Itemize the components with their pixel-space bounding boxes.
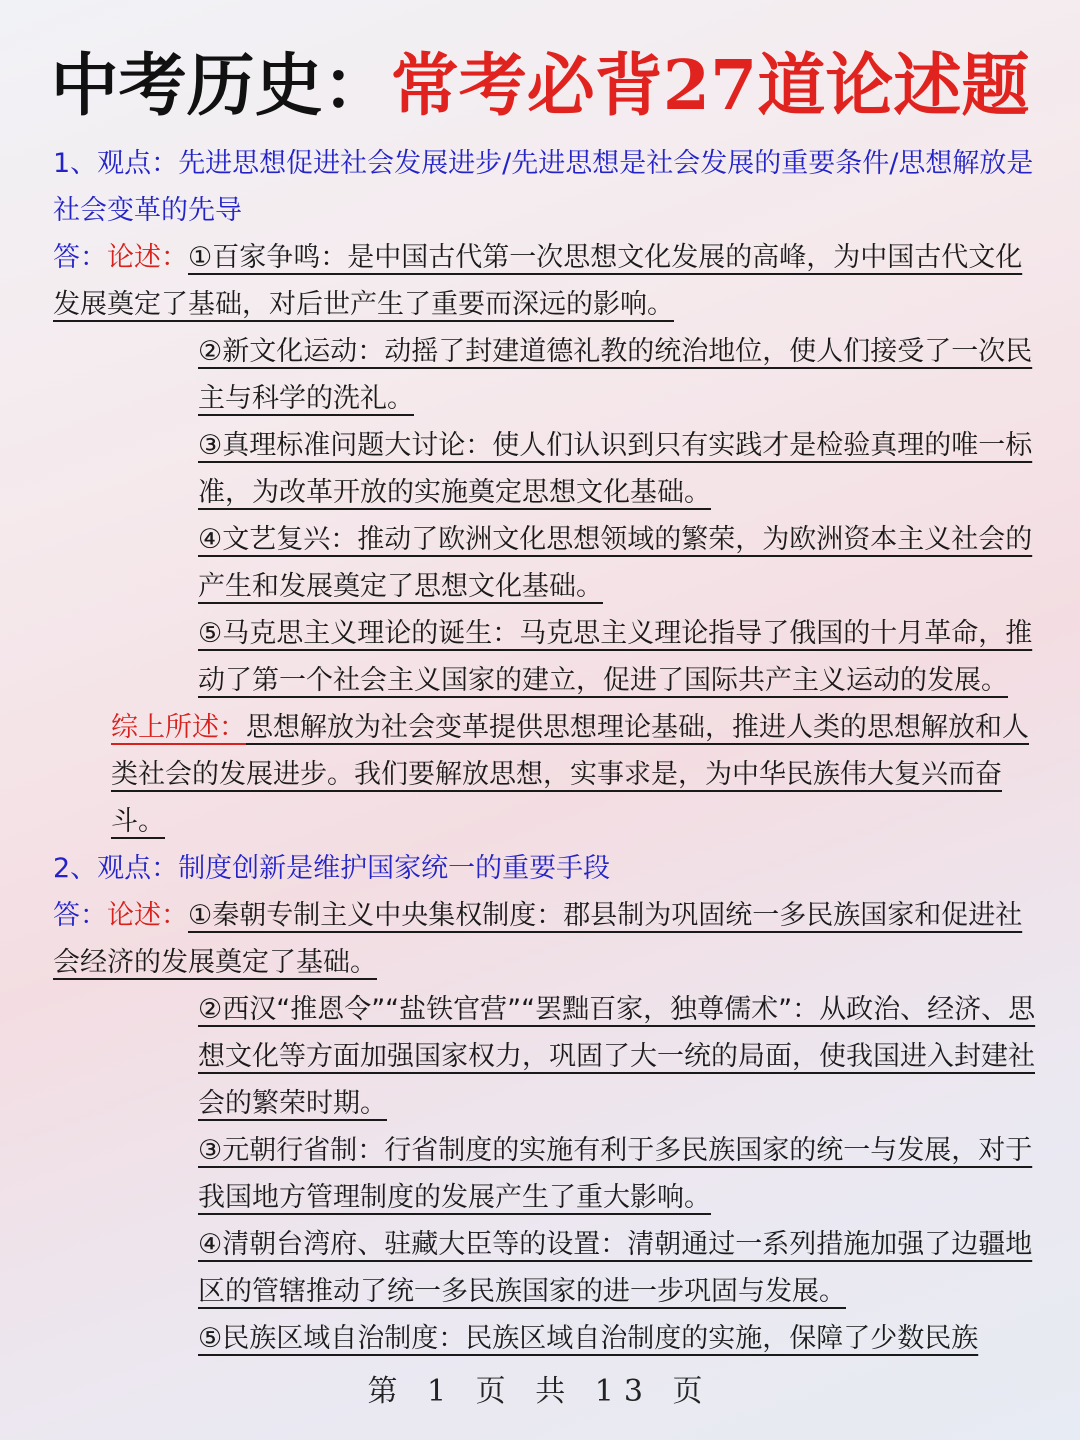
q1-summary-label: 综上所述：	[111, 712, 246, 743]
page-title	[0, 38, 1080, 134]
q2-viewpoint	[53, 845, 1045, 892]
q1-item-5	[53, 610, 1045, 704]
q1-answer-label: 答：	[53, 242, 107, 273]
q2-item-text: ④清朝台湾府、驻藏大臣等的设置：清朝通过一系列措施加强了边疆地区的管辖推动了统一多民族国家的进一步巩固与发展。	[198, 1229, 1033, 1307]
q2-item-3	[53, 1127, 1045, 1221]
q2-item-text: ③元朝行省制：行省制度的实施有利于多民族国家的统一与发展，对于我国地方管理制度的发展产生了重大影响。	[198, 1135, 1033, 1213]
q2-item-text: ⑤民族区域自治制度：民族区域自治制度的实施，保障了少数民族	[198, 1323, 979, 1354]
q2-discuss-label: 论述：	[107, 900, 188, 931]
page-number: 第 1 页 共 13 页	[367, 1374, 713, 1409]
q1-summary	[53, 704, 1045, 845]
q1-item-text: ⑤马克思主义理论的诞生：马克思主义理论指导了俄国的十月革命，推动了第一个社会主义国家的建立，促进了国际共产主义运动的发展。	[198, 618, 1033, 696]
q2-item-1	[53, 892, 1045, 986]
q2-viewpoint-text: 制度创新是维护国家统一的重要手段	[178, 853, 611, 884]
q1-item-text: ②新文化运动：动摇了封建道德礼教的统治地位，使人们接受了一次民主与科学的洗礼。	[198, 336, 1033, 414]
q2-item-2	[53, 986, 1045, 1127]
q2-answer-label: 答：	[53, 900, 107, 931]
q1-discuss-label: 论述：	[107, 242, 188, 273]
q1-item-1	[53, 234, 1045, 328]
q1-item-2	[53, 328, 1045, 422]
q1-summary-text: 思想解放为社会变革提供思想理论基础，推进人类的思想解放和人类社会的发展进步。我们要解放思想，实事求是，为中华民族伟大复兴而奋斗。	[111, 712, 1029, 837]
q2-viewpoint-label: 2、观点：	[53, 853, 179, 884]
q2-item-4	[53, 1221, 1045, 1315]
q1-viewpoint-text: 先进思想促进社会发展进步/先进思想是社会发展的重要条件/思想解放是社会变革的先导	[53, 148, 1034, 226]
q1-viewpoint	[53, 140, 1045, 234]
q1-viewpoint-label: 1、观点：	[53, 148, 179, 179]
q1-item-text: ③真理标准问题大讨论：使人们认识到只有实践才是检验真理的唯一标准，为改革开放的实施奠定思想文化基础。	[198, 430, 1033, 508]
q2-item-5	[53, 1315, 1045, 1362]
q1-item-4	[53, 516, 1045, 610]
q2-item-text: ①秦朝专制主义中央集权制度：郡县制为巩固统一多民族国家和促进社会经济的发展奠定了基础。	[53, 900, 1023, 978]
q1-item-3	[53, 422, 1045, 516]
content	[53, 140, 1045, 1362]
q1-item-text: ①百家争鸣：是中国古代第一次思想文化发展的高峰，为中国古代文化发展奠定了基础，对后世产生了重要而深远的影响。	[53, 242, 1023, 320]
title-black-part: 中考历史：	[50, 46, 391, 126]
q2-item-text: ②西汉“推恩令”“盐铁官营”“罢黜百家，独尊儒术”：从政治、经济、思想文化等方面加强国家权力，巩固了大一统的局面，使我国进入封建社会的繁荣时期。	[198, 994, 1036, 1119]
title-red-part: 常考必背27道论述题	[390, 46, 1030, 126]
q1-item-text: ④文艺复兴：推动了欧洲文化思想领域的繁荣，为欧洲资本主义社会的产生和发展奠定了思想文化基础。	[198, 524, 1033, 602]
